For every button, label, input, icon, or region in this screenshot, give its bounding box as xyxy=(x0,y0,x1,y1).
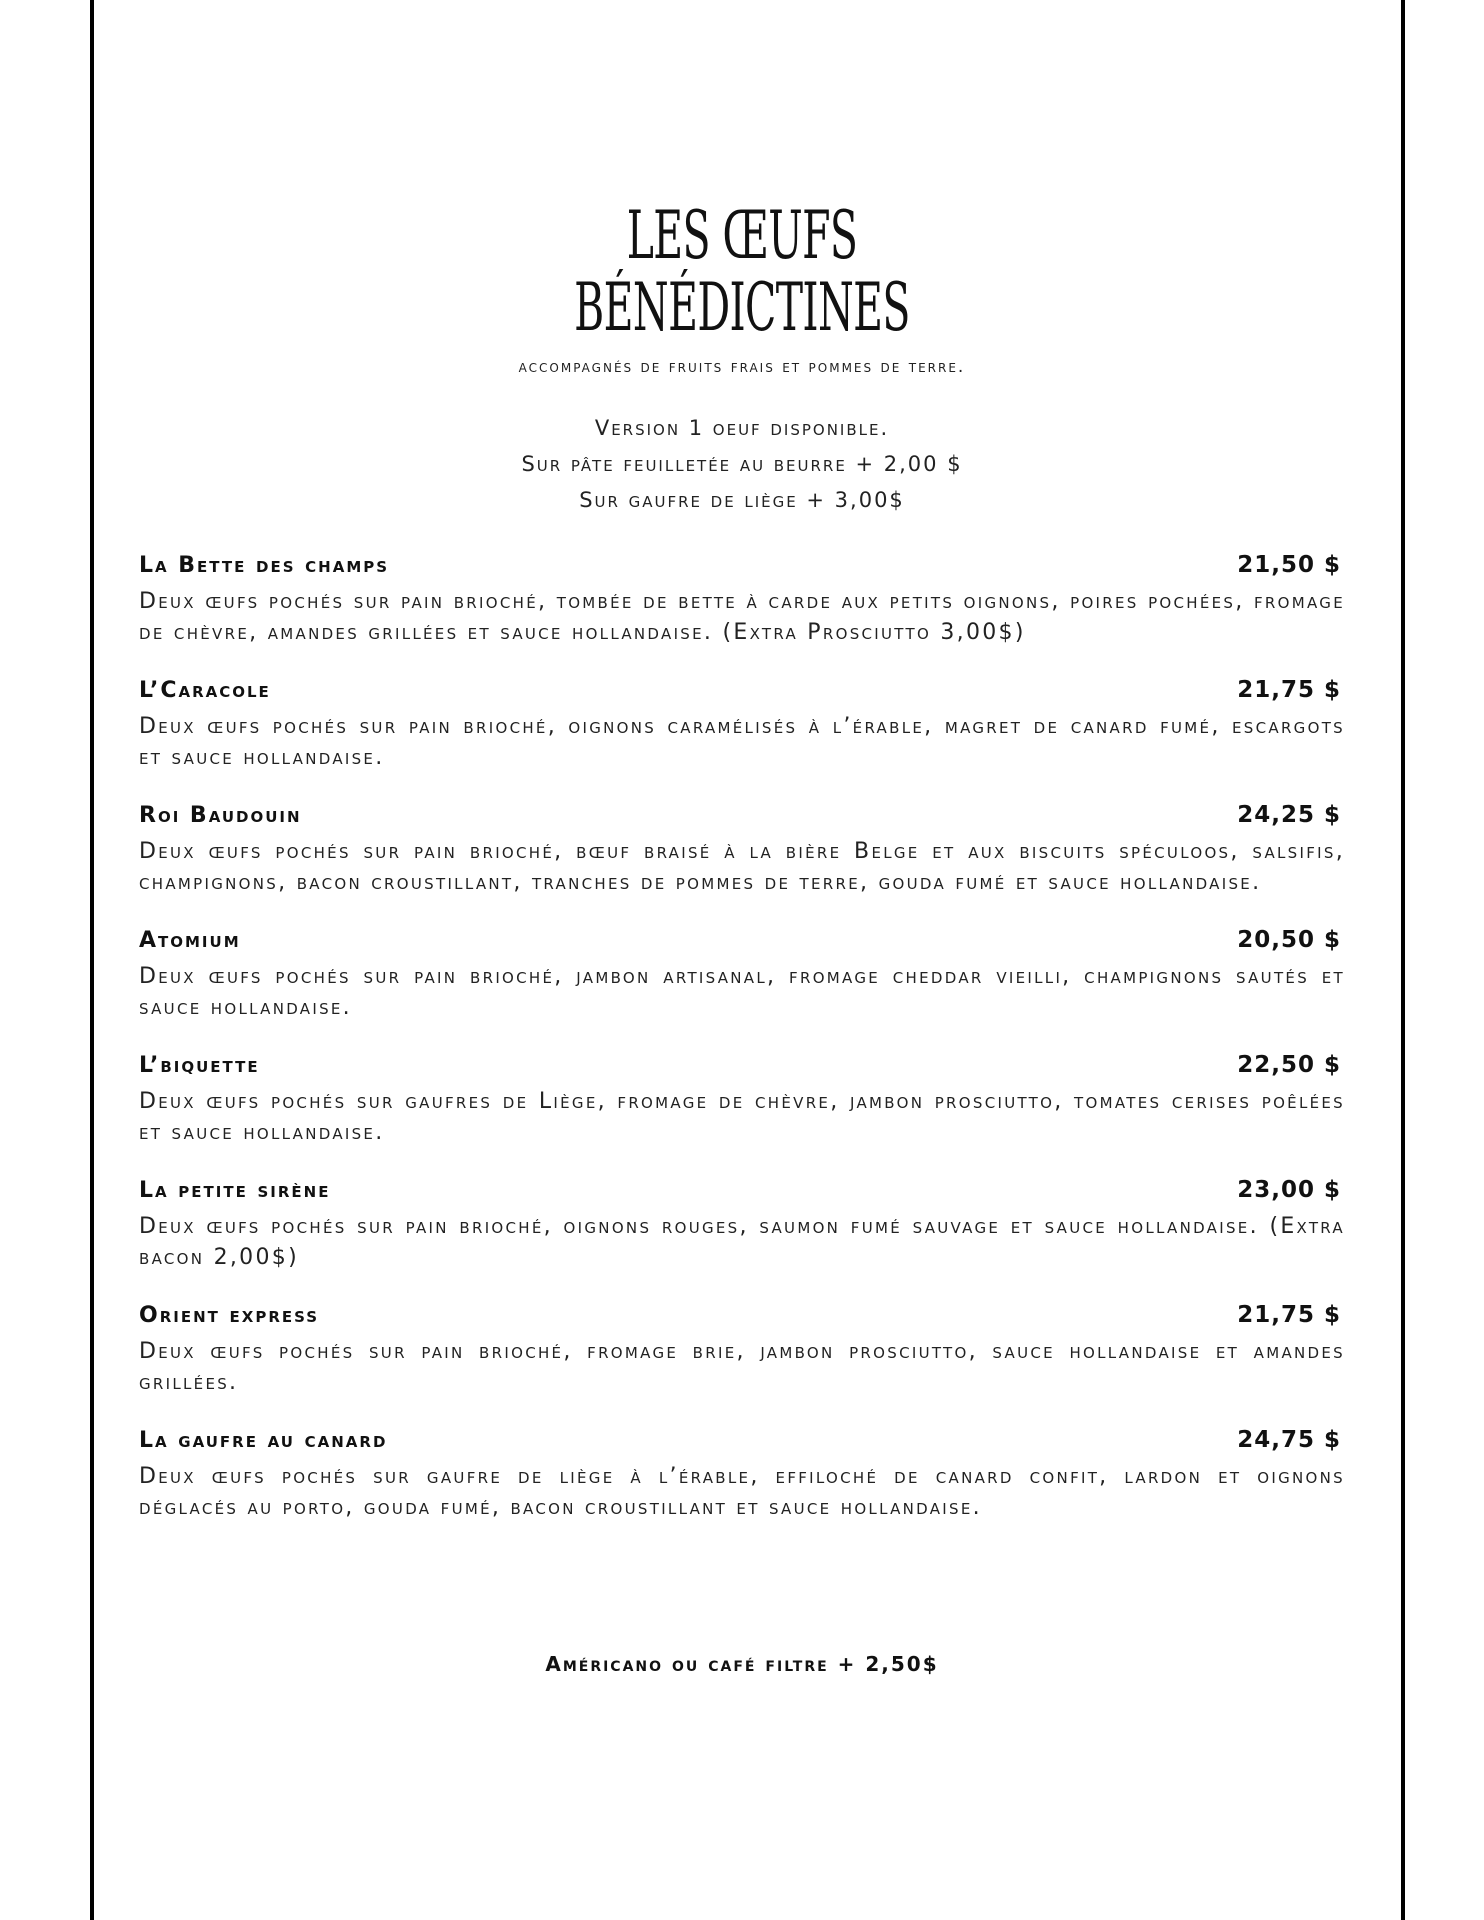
menu-item-description: Deux œufs pochés sur pain brioché, oignons rouges, saumon fumé sauvage et sauce hollandaise. (Extra bacon 2,00$) xyxy=(139,1214,1345,1270)
menu-item-price: 21,75 $ xyxy=(1237,677,1341,703)
menu-item-description: Deux œufs pochés sur gaufre de liège à l’érable, effiloché de canard confit, lardon et oignons déglacés au porto, gouda fumé, bacon croustillant et sauce hollandaise. xyxy=(139,1464,1345,1520)
menu-item-name: L’biquette xyxy=(139,1053,260,1078)
title-line-1: LES ŒUFS xyxy=(626,197,858,274)
menu-item xyxy=(139,677,1345,773)
menu-item-name: L’Caracole xyxy=(139,678,271,703)
menu-item xyxy=(139,1302,1345,1398)
menu-item-name: Orient express xyxy=(139,1303,320,1328)
menu-item-description: Deux œufs pochés sur pain brioché, bœuf braisé à la bière Belge et aux biscuits spéculoos, salsifis, champignons, bacon croustillant, tranches de pommes de terre, gouda fumé et sauce hollandaise. xyxy=(139,839,1345,895)
option-puff-pastry: Sur pâte feuilletée au beurre + 2,00 $ xyxy=(521,452,963,476)
menu-item-description: Deux œufs pochés sur pain brioché, oignons caramélisés à l’érable, magret de canard fumé, escargots et sauce hollandaise. xyxy=(139,714,1345,770)
menu-list xyxy=(139,552,1345,1552)
menu-item-name: La gaufre au canard xyxy=(139,1428,388,1453)
menu-item-header xyxy=(139,1177,1345,1211)
menu-item-header xyxy=(139,552,1345,586)
menu-item-name: Atomium xyxy=(139,928,241,953)
menu-item-description: Deux œufs pochés sur pain brioché, tombée de bette à carde aux petits oignons, poires pochées, fromage de chèvre, amandes grillées et sauce hollandaise. (Extra Prosciutto 3,00$) xyxy=(139,589,1345,645)
option-liege-waffle: Sur gaufre de liège + 3,00$ xyxy=(579,488,905,512)
menu-item-description: Deux œufs pochés sur pain brioché, fromage brie, jambon prosciutto, sauce hollandaise et amandes grillées. xyxy=(139,1339,1345,1395)
menu-item xyxy=(139,552,1345,648)
menu-item-header xyxy=(139,1302,1345,1336)
menu-item xyxy=(139,1177,1345,1273)
menu-item-name: Roi Baudouin xyxy=(139,803,302,828)
menu-item xyxy=(139,1052,1345,1148)
menu-item-price: 23,00 $ xyxy=(1237,1177,1341,1203)
menu-item-description: Deux œufs pochés sur pain brioché, jambon artisanal, fromage cheddar vieilli, champignons sautés et sauce hollandaise. xyxy=(139,964,1345,1020)
coffee-addon-note: Américano ou café filtre + 2,50$ xyxy=(545,1652,939,1676)
page-title xyxy=(0,197,1484,346)
title-line-2: BÉNÉDICTINES xyxy=(574,269,910,346)
menu-item-header xyxy=(139,677,1345,711)
menu-item-header xyxy=(139,802,1345,836)
menu-item xyxy=(139,802,1345,898)
menu-item-name: La petite sirène xyxy=(139,1178,331,1203)
options-list xyxy=(0,410,1484,518)
option-one-egg: Version 1 oeuf disponible. xyxy=(594,416,890,440)
menu-item-name: La Bette des champs xyxy=(139,553,390,578)
menu-item-price: 20,50 $ xyxy=(1237,927,1341,953)
menu-item-description: Deux œufs pochés sur gaufres de Liège, fromage de chèvre, jambon prosciutto, tomates cerises poêlées et sauce hollandaise. xyxy=(139,1089,1345,1145)
menu-item xyxy=(139,927,1345,1023)
menu-item xyxy=(139,1427,1345,1523)
menu-item-header xyxy=(139,1052,1345,1086)
page-subtitle: accompagnés de fruits frais et pommes de terre. xyxy=(518,357,966,377)
menu-item-price: 21,75 $ xyxy=(1237,1302,1341,1328)
menu-item-price: 24,75 $ xyxy=(1237,1427,1341,1453)
menu-item-price: 22,50 $ xyxy=(1237,1052,1341,1078)
menu-item-price: 21,50 $ xyxy=(1237,552,1341,578)
menu-item-header xyxy=(139,1427,1345,1461)
menu-item-price: 24,25 $ xyxy=(1237,802,1341,828)
menu-item-header xyxy=(139,927,1345,961)
